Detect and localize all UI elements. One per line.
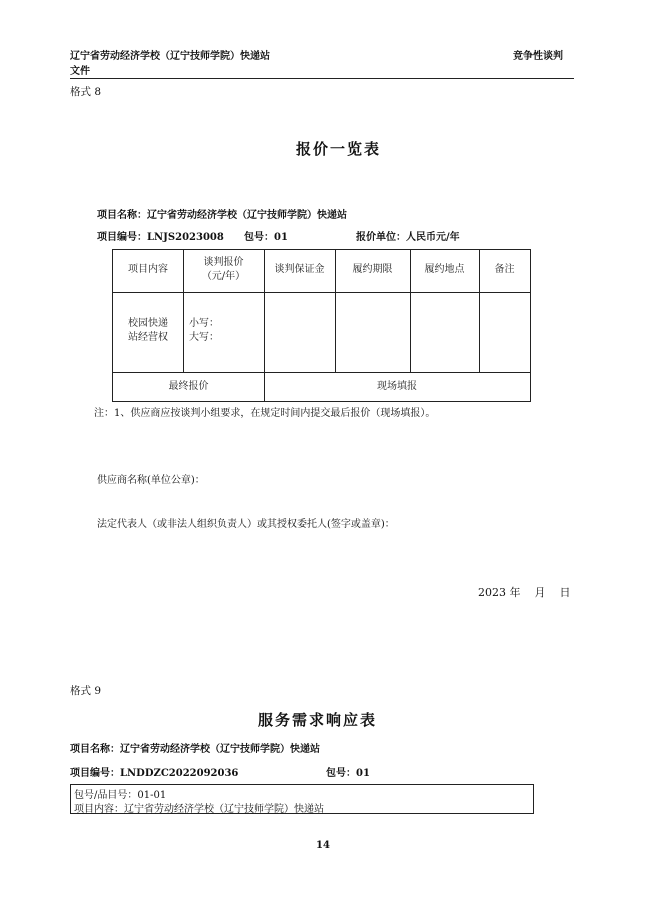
legal-rep-line: 法定代表人（或非法人组织负责人）或其授权委托人(签字或盖章)： [97, 519, 395, 530]
quote-table [112, 249, 531, 402]
format8-title: 报价一览表 [296, 140, 382, 158]
format9-title: 服务需求响应表 [258, 711, 378, 729]
header-rule [70, 78, 574, 79]
td-upper-case: 大写： [189, 332, 219, 343]
format8-note: 注：1、供应商应按谈判小组要求，在规定时间内提交最后报价（现场填报）。 [94, 408, 436, 419]
format9-project-no: 项目编号：LNDDZC2022092036 [70, 768, 239, 779]
th-item-content: 项目内容 [128, 264, 168, 275]
format9-response-box [70, 784, 534, 814]
page-number: 14 [316, 840, 330, 851]
td-lower-case: 小写： [189, 318, 219, 329]
td-final-value: 现场填报 [377, 381, 417, 392]
th-remarks: 备注 [494, 264, 515, 275]
th-deposit: 谈判保证金 [274, 264, 325, 275]
format9-project-name: 项目名称：辽宁省劳动经济学校（辽宁技师学院）快递站 [70, 744, 320, 755]
th-quote: 谈判报价 （元/年） [201, 257, 246, 282]
sign-date: 2023 年 月 日 [478, 586, 571, 599]
format9-package-item: 包号/品目号：01-01 [74, 790, 167, 801]
format8-label: 格式 8 [70, 86, 102, 98]
header-doc-type: 竞争性谈判 [513, 51, 563, 62]
format9-label: 格式 9 [70, 685, 102, 697]
th-location: 履约地点 [424, 264, 465, 275]
td-final-label: 最终报价 [168, 381, 209, 392]
header-title: 辽宁省劳动经济学校（辽宁技师学院）快递站 [70, 51, 270, 62]
format8-project-no: 项目编号：LNJS2023008 [97, 232, 224, 243]
header-title-cont: 文件 [70, 66, 90, 77]
format9-package: 包号：01 [326, 768, 370, 779]
th-term: 履约期限 [352, 264, 393, 275]
format8-project-name: 项目名称：辽宁省劳动经济学校（辽宁技师学院）快递站 [97, 210, 347, 221]
format9-item-content: 项目内容：辽宁省劳动经济学校（辽宁技师学院）快递站 [74, 804, 324, 815]
format8-price-unit: 报价单位：人民币元/年 [356, 232, 460, 243]
td-item: 校园快递 站经营权 [128, 318, 168, 343]
format8-package: 包号：01 [244, 232, 288, 243]
supplier-name-line: 供应商名称(单位公章)： [97, 475, 205, 486]
